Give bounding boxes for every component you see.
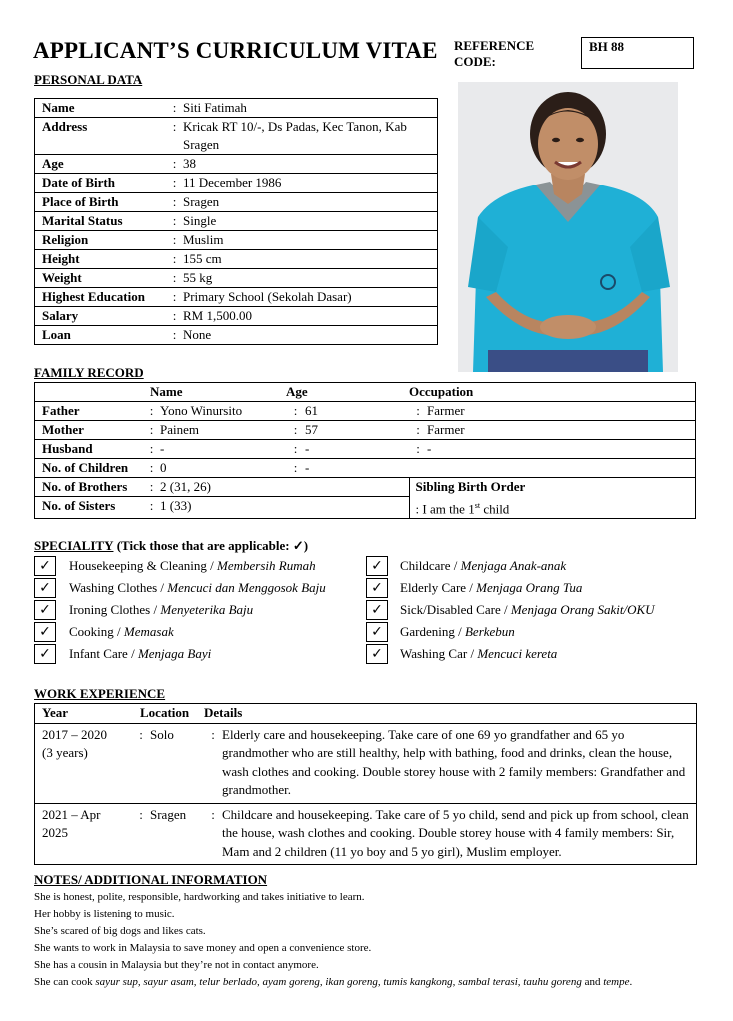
personal-row: Loan : None bbox=[35, 326, 438, 345]
speciality-item-ms: Menjaga Anak-anak bbox=[460, 558, 567, 573]
personal-label: Marital Status bbox=[35, 212, 167, 231]
tick-box[interactable]: ✓ bbox=[34, 600, 56, 620]
personal-data-heading: PERSONAL DATA bbox=[34, 72, 143, 87]
tick-box[interactable]: ✓ bbox=[366, 556, 388, 576]
family-member-name: Painem bbox=[160, 421, 286, 440]
speciality-item bbox=[69, 643, 211, 665]
speciality-item bbox=[69, 555, 316, 577]
speciality-item-ms: Menjaga Bayi bbox=[137, 646, 212, 661]
personal-row: Age : 38 bbox=[35, 155, 438, 174]
work-year-line2: (3 years) bbox=[42, 745, 88, 760]
speciality-item-ms: Menjaga Orang Sakit/OKU bbox=[510, 602, 655, 617]
family-children-age: - bbox=[305, 459, 409, 478]
speciality-item-en: Washing Clothes / bbox=[69, 580, 168, 595]
work-year bbox=[35, 723, 133, 803]
personal-value: 11 December 1986 bbox=[183, 174, 438, 193]
personal-value: Primary School (Sekolah Dasar) bbox=[183, 288, 438, 307]
notes-line: She wants to work in Malaysia to save money and open a convenience store. bbox=[34, 942, 372, 954]
work-header-row bbox=[35, 704, 697, 724]
tick-box[interactable]: ✓ bbox=[366, 600, 388, 620]
notes-heading: NOTES/ ADDITIONAL INFORMATION bbox=[34, 872, 268, 887]
speciality-item-en: Housekeeping & Cleaning / bbox=[69, 558, 218, 573]
personal-value: Siti Fatimah bbox=[183, 99, 438, 118]
notes-cook-last: tempe bbox=[603, 976, 630, 988]
tick-box[interactable]: ✓ bbox=[366, 622, 388, 642]
personal-row: Address : Kricak RT 10/-, Ds Padas, Kec Tanon, Kab Sragen bbox=[35, 118, 438, 155]
personal-row: Salary : RM 1,500.00 bbox=[35, 307, 438, 326]
notes-line: She has a cousin in Malaysia but they’re not in contact anymore. bbox=[34, 959, 319, 971]
family-row: Mother : Painem : 57 : Farmer bbox=[35, 421, 696, 440]
family-children-value: 0 bbox=[160, 459, 286, 478]
work-col-details-text: Details bbox=[204, 705, 243, 720]
family-member-occupation: Farmer bbox=[427, 402, 696, 421]
speciality-item bbox=[69, 577, 326, 599]
work-year-line1: 2017 – 2020 bbox=[42, 726, 107, 742]
family-sisters-label: No. of Sisters bbox=[35, 497, 144, 519]
work-year-line1: 2021 – Apr bbox=[42, 806, 101, 822]
work-col-location bbox=[140, 704, 204, 724]
speciality-heading: SPECIALITY bbox=[34, 538, 114, 553]
personal-label: Weight bbox=[35, 269, 167, 288]
family-col-age bbox=[286, 383, 409, 402]
personal-value: 55 kg bbox=[183, 269, 438, 288]
sibling-order-value bbox=[409, 497, 696, 519]
family-sisters-row: No. of Sisters : 1 (33) : I am the 1st child bbox=[35, 497, 696, 519]
work-location: Sragen bbox=[150, 803, 204, 865]
speciality-item bbox=[69, 621, 174, 643]
reference-code-label bbox=[454, 38, 564, 70]
speciality-subheading: (Tick those that are applicable: ✓) bbox=[116, 538, 309, 553]
personal-row: Marital Status : Single bbox=[35, 212, 438, 231]
tick-box[interactable]: ✓ bbox=[366, 578, 388, 598]
family-member-label: Father bbox=[35, 402, 144, 421]
work-row: 2021 – Apr 2025 : Sragen : Childcare and housekeeping. Take care of 5 yo child, send and pick up from school, clean the house, wash clothes and cooking. Double storey house with 4 family members: Sir, Mam and 2 children (11 yo boy and 5 yo girl), Muslim employer. bbox=[35, 803, 697, 865]
speciality-item bbox=[400, 577, 582, 599]
personal-label: Date of Birth bbox=[35, 174, 167, 193]
work-location: Solo bbox=[150, 723, 204, 803]
family-member-occupation: Farmer bbox=[427, 421, 696, 440]
personal-row: Date of Birth : 11 December 1986 bbox=[35, 174, 438, 193]
personal-row: Height : 155 cm bbox=[35, 250, 438, 269]
speciality-item-en: Childcare / bbox=[400, 558, 461, 573]
family-row: Husband : - : - : - bbox=[35, 440, 696, 459]
family-member-name: Yono Winursito bbox=[160, 402, 286, 421]
sibling-order-sup: st bbox=[474, 500, 481, 510]
sibling-order-label: Sibling Birth Order bbox=[409, 478, 696, 497]
speciality-heading-row bbox=[34, 538, 308, 554]
work-experience-heading: WORK EXPERIENCE bbox=[34, 686, 166, 701]
speciality-item-ms: Membersih Rumah bbox=[217, 558, 316, 573]
speciality-item-ms: Menjaga Orang Tua bbox=[476, 580, 583, 595]
speciality-item-ms: Memasak bbox=[123, 624, 174, 639]
speciality-item-en: Gardening / bbox=[400, 624, 465, 639]
work-details: Childcare and housekeeping. Take care of 5 yo child, send and pick up from school, clean the house, wash clothes and cooking. Double storey house with 4 family members: Sir, Mam and 2 children (11 yo boy and 5 yo girl), Muslim employer. bbox=[222, 803, 697, 865]
personal-label: Highest Education bbox=[35, 288, 167, 307]
reference-code-value: BH 88 bbox=[581, 37, 694, 69]
speciality-item bbox=[400, 599, 655, 621]
work-year bbox=[35, 803, 133, 865]
personal-value: 38 bbox=[183, 155, 438, 174]
family-header-row bbox=[35, 383, 696, 402]
family-children-label: No. of Children bbox=[35, 459, 144, 478]
family-brothers-value: 2 (31, 26) bbox=[160, 478, 409, 497]
speciality-item-ms: Menyeterika Baju bbox=[160, 602, 254, 617]
personal-row: Name : Siti Fatimah bbox=[35, 99, 438, 118]
family-sisters-value: 1 (33) bbox=[160, 497, 409, 519]
applicant-photo-drawing bbox=[458, 82, 678, 372]
personal-label: Place of Birth bbox=[35, 193, 167, 212]
applicant-photo bbox=[458, 82, 678, 372]
speciality-item-en: Infant Care / bbox=[69, 646, 138, 661]
family-record-heading: FAMILY RECORD bbox=[34, 365, 144, 380]
family-member-label: Mother bbox=[35, 421, 144, 440]
tick-box[interactable]: ✓ bbox=[366, 644, 388, 664]
personal-value: Kricak RT 10/-, Ds Padas, Kec Tanon, Kab Sragen bbox=[183, 118, 438, 155]
family-col-occupation-text: Occupation bbox=[409, 384, 474, 399]
personal-value: None bbox=[183, 326, 438, 345]
notes-line: She is honest, polite, responsible, hardworking and takes initiative to learn. bbox=[34, 891, 365, 903]
reference-label-line2: CODE: bbox=[454, 54, 496, 69]
speciality-item-ms: Mencuci kereta bbox=[477, 646, 558, 661]
speciality-item-en: Elderly Care / bbox=[400, 580, 477, 595]
notes-body bbox=[34, 889, 699, 991]
family-member-age: 61 bbox=[305, 402, 409, 421]
family-member-age: - bbox=[305, 440, 409, 459]
personal-label: Age bbox=[35, 155, 167, 174]
tick-box[interactable]: ✓ bbox=[34, 578, 56, 598]
work-details: Elderly care and housekeeping. Take care of one 69 yo grandfather and 65 yo grandmother who are still healthy, help with bathing, food and drinks, clean the house, wash clothes and cooking. Double storey house with 2 family members: Grandfather and grandmother. bbox=[222, 723, 697, 803]
personal-row: Religion : Muslim bbox=[35, 231, 438, 250]
family-brothers-row: No. of Brothers : 2 (31, 26) Sibling Birth Order bbox=[35, 478, 696, 497]
notes-cooking-line bbox=[34, 974, 699, 991]
notes-cook-end: . bbox=[629, 976, 633, 988]
personal-label: Religion bbox=[35, 231, 167, 250]
notes-cook-and: and bbox=[581, 976, 604, 988]
tick-box[interactable]: ✓ bbox=[34, 622, 56, 642]
personal-label: Address bbox=[35, 118, 167, 155]
personal-value: Single bbox=[183, 212, 438, 231]
work-experience-table bbox=[34, 703, 697, 865]
family-col-age-text: Age bbox=[286, 384, 308, 399]
work-row: 2017 – 2020 (3 years) : Solo : Elderly care and housekeeping. Take care of one 69 yo grandfather and 65 yo grandmother who are still healthy, help with bathing, food and drinks, clean the house, wash clothes and cooking. Double storey house with 2 family members: Grandfather and grandmother. bbox=[35, 723, 697, 803]
personal-value: RM 1,500.00 bbox=[183, 307, 438, 326]
family-row: Father : Yono Winursito : 61 : Farmer bbox=[35, 402, 696, 421]
family-record-table bbox=[34, 382, 696, 519]
family-col-name-text: Name bbox=[150, 384, 183, 399]
speciality-item-en: Cooking / bbox=[69, 624, 124, 639]
speciality-item bbox=[400, 621, 515, 643]
personal-data-table bbox=[34, 98, 438, 345]
speciality-item bbox=[400, 555, 566, 577]
personal-row: Highest Education : Primary School (Sekolah Dasar) bbox=[35, 288, 438, 307]
sibling-order-suffix: child bbox=[480, 500, 510, 516]
family-member-label: Husband bbox=[35, 440, 144, 459]
notes-line: She’s scared of big dogs and likes cats. bbox=[34, 925, 206, 937]
sibling-order-prefix: : I am the 1 bbox=[415, 500, 475, 516]
tick-box[interactable]: ✓ bbox=[34, 556, 56, 576]
family-member-occupation: - bbox=[427, 440, 696, 459]
notes-line: Her hobby is listening to music. bbox=[34, 908, 175, 920]
personal-label: Height bbox=[35, 250, 167, 269]
speciality-item-en: Sick/Disabled Care / bbox=[400, 602, 511, 617]
speciality-item-ms: Berkebun bbox=[464, 624, 515, 639]
personal-row: Weight : 55 kg bbox=[35, 269, 438, 288]
notes-cook-prefix: She can cook bbox=[34, 976, 96, 988]
work-year-line2: 2025 bbox=[42, 825, 68, 840]
personal-label: Name bbox=[35, 99, 167, 118]
family-col-name bbox=[150, 383, 286, 402]
family-member-name: - bbox=[160, 440, 286, 459]
page-title: APPLICANT’S CURRICULUM VITAE bbox=[33, 38, 438, 63]
speciality-item bbox=[69, 599, 253, 621]
personal-label: Loan bbox=[35, 326, 167, 345]
family-member-age: 57 bbox=[305, 421, 409, 440]
family-brothers-label: No. of Brothers bbox=[35, 478, 144, 497]
speciality-item-en: Washing Car / bbox=[400, 646, 478, 661]
speciality-item bbox=[400, 643, 557, 665]
family-col-occupation bbox=[409, 383, 696, 402]
work-col-location-text: Location bbox=[140, 705, 190, 720]
personal-value: Sragen bbox=[183, 193, 438, 212]
personal-label: Salary bbox=[35, 307, 167, 326]
speciality-item-ms: Mencuci dan Menggosok Baju bbox=[167, 580, 326, 595]
personal-value: 155 cm bbox=[183, 250, 438, 269]
notes-cook-dishes: sayur sup, sayur asam, telur berlado, ayam goreng, ikan goreng, tumis kangkong, sambal terasi, tauhu goreng bbox=[95, 976, 582, 988]
work-col-details bbox=[204, 704, 697, 724]
work-col-year: Year bbox=[35, 704, 133, 724]
tick-box[interactable]: ✓ bbox=[34, 644, 56, 664]
family-children-row: No. of Children : 0 : - bbox=[35, 459, 696, 478]
speciality-item-en: Ironing Clothes / bbox=[69, 602, 161, 617]
reference-label-line1: REFERENCE bbox=[454, 38, 535, 53]
personal-value: Muslim bbox=[183, 231, 438, 250]
personal-row: Place of Birth : Sragen bbox=[35, 193, 438, 212]
